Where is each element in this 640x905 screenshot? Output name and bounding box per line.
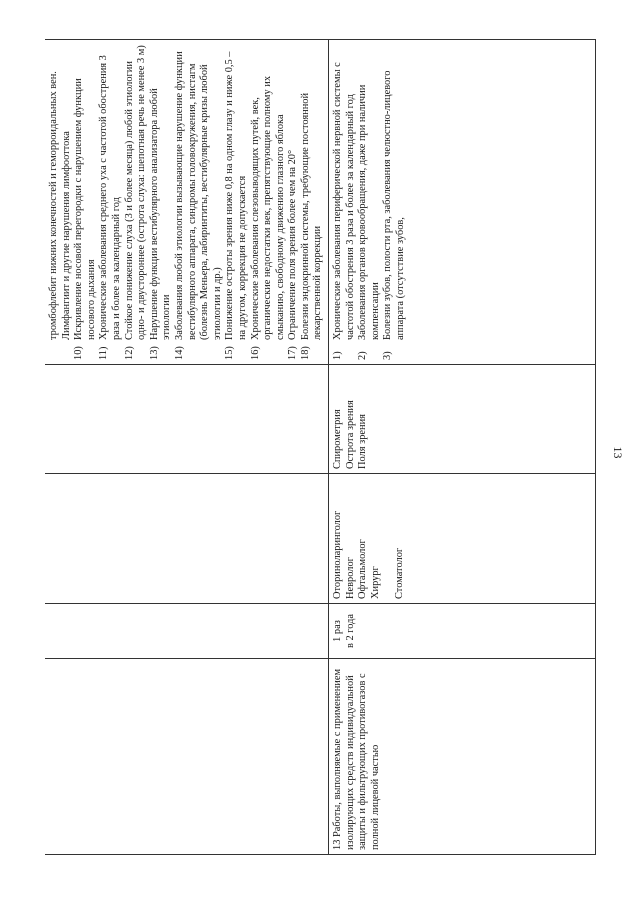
periodicity-cell [329, 604, 596, 659]
specialist: Оториноларинголог [332, 510, 344, 599]
contraindications-cell [45, 40, 329, 365]
contraindications-list [48, 44, 325, 360]
contraindications-cell [329, 40, 596, 365]
list-item: 2) Заболевания органов кровообращения, даже при наличии компенсации [357, 84, 381, 360]
page-number: 13 [611, 446, 625, 459]
work-type-cell [45, 659, 329, 855]
list-item: 1) Хронические заболевания периферической нервной системы с частотой обострения 3 раза и более за календарный год [332, 62, 356, 360]
periodicity-cell [45, 604, 329, 659]
examinations-cell [45, 365, 329, 474]
list-item: 15) Понижение остроты зрения ниже 0,8 на одном глазу и ниже 0,5 – на другом, коррекция не допускается [224, 51, 248, 360]
list-item: 14) Заболевания любой этиологии вызывающие нарушение функции вестибулярного аппарата, синдромы головокружения, нистагм (болезнь Меньера, лабиринтиты, вестибулярные кризы любой этиологии и др.) [173, 51, 223, 360]
table-row-13 [329, 40, 596, 855]
work-type-text: 13 Работы, выполняемые с применением изолирующих средств индивидуальной защиты и фильтрующих противогазов с полной лицевой частью [332, 668, 381, 850]
specialists-cell [329, 474, 596, 604]
contraindications-list [332, 44, 408, 360]
requirements-table [45, 39, 596, 855]
specialist: Стоматолог [394, 547, 406, 599]
list-item: 11) Хронические заболевания среднего уха с частотой обострения 3 раза и более за календарный год [98, 55, 122, 360]
list-item: 3) Болезни зубов, полости рта, заболевания челюстно-лицевого аппарата (отсутствие зубов, [382, 70, 407, 360]
examinations-cell [329, 365, 596, 474]
specialists-cell [45, 474, 329, 604]
list-item: 16) Хронические заболевания слезовыводящих путей, век, органические недостатки век, препятствующие полному их смыканию, свободному движению глазного яблока [249, 75, 286, 360]
examination: Острота зрения [344, 400, 356, 469]
list-item: 10) Искривление носовой перегородки с нарушением функции носового дыхания [73, 78, 97, 360]
list-item: 12) Стойкое понижение слуха (3 и более месяца) любой этиологии одно- и двустороннее (острота слуха: шепотная речь не менее 3 м) [123, 45, 148, 360]
list-item: тромбофлебит нижних конечностей и геморроидальных вен. Лимфангиит и другие нарушения лимфооттока [48, 71, 72, 340]
specialist: Офтальмолог [357, 539, 369, 599]
specialist: Невролог [344, 557, 356, 599]
list-item: 18) Болезни эндокринной системы, требующие постоянной лекарственной коррекции [299, 92, 324, 360]
specialist: Хирург [369, 566, 381, 599]
table-row-continued [45, 40, 329, 855]
periodicity-line: 1 раз [332, 620, 344, 642]
examination: Спирометрия [332, 409, 344, 469]
periodicity-line: в 2 года [344, 613, 356, 649]
examination: Поля зрения [357, 414, 369, 469]
list-item: 13) Нарушение функции вестибулярного анализатора любой этиологии [148, 88, 173, 360]
work-type-cell [329, 659, 596, 855]
list-item: 17) Ограничение поля зрения более чем на 20° [287, 149, 299, 360]
